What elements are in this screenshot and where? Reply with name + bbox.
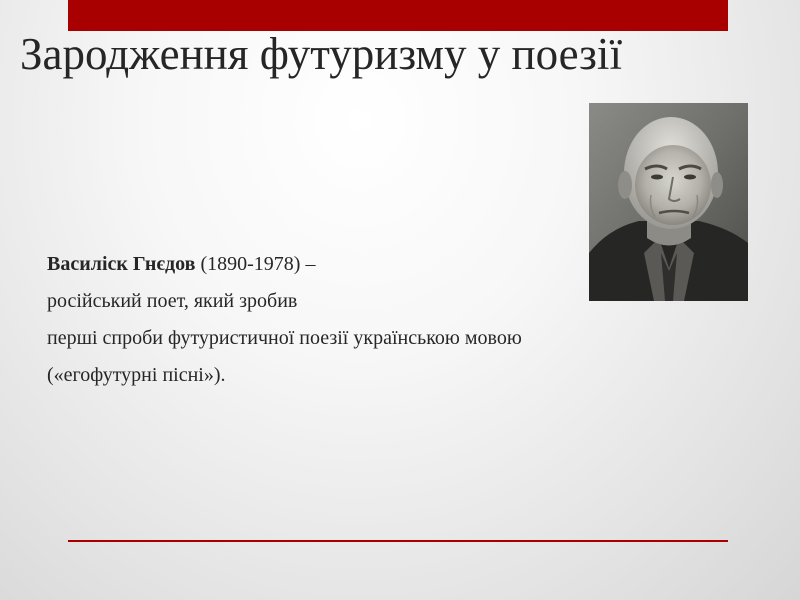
poet-name: Василіск Гнєдов (47, 253, 196, 275)
bottom-divider (68, 540, 728, 542)
slide-title: Зародження футуризму у поезії (20, 29, 622, 79)
poet-dates: (1890-1978) – (195, 253, 316, 275)
bio-line-4: («егофутурні пісні»). (47, 364, 226, 386)
bio-line-1 (47, 246, 747, 283)
bio-line-2: російський поет, який зробив (47, 290, 298, 312)
biography-text (47, 246, 747, 394)
bio-line-3: перші спроби футуристичної поезії українською мовою (47, 327, 522, 349)
